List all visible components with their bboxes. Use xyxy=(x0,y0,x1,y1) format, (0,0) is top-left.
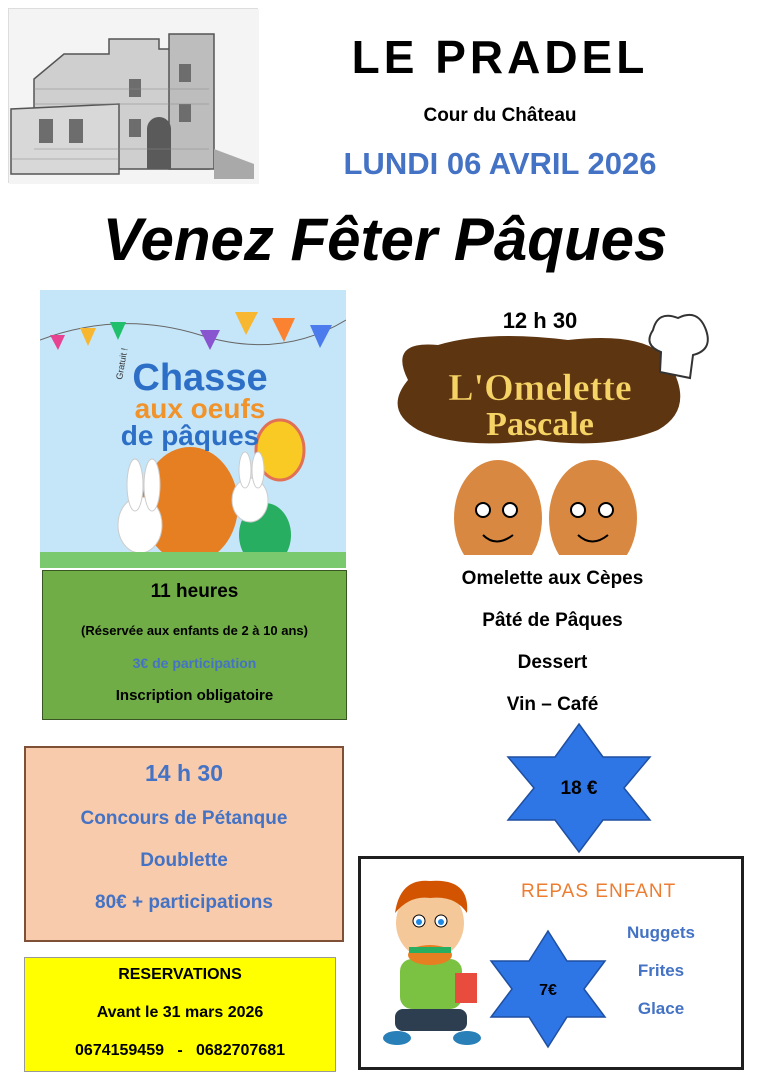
petanque-title: Concours de Pétanque xyxy=(80,808,288,829)
kids-meal-box xyxy=(358,856,744,1070)
egg-hunt-free-tag: Gratuit ! xyxy=(114,347,130,381)
petanque-time: 14 h 30 xyxy=(145,760,223,786)
egg-hunt-info-box xyxy=(42,570,347,720)
egg-hunt-age-note: (Réservée aux enfants de 2 à 10 ans) xyxy=(81,623,308,638)
petanque-prize: 80€ + participations xyxy=(95,892,273,913)
boy-eating-illustration xyxy=(375,873,495,1053)
kids-meal-title: REPAS ENFANT xyxy=(521,881,677,902)
location-subtitle: Cour du Château xyxy=(423,105,577,126)
egg-hunt-price: 3€ de participation xyxy=(132,655,257,671)
kids-price-star xyxy=(489,929,607,1049)
egg-hunt-title-line3: de pâques xyxy=(120,420,260,451)
egg-hunt-title-line1: Chasse xyxy=(132,357,268,399)
menu-item: Omelette aux Cèpes xyxy=(461,568,644,589)
menu-item: Vin – Café xyxy=(506,694,599,715)
omelette-logo-line2: Pascale xyxy=(486,406,594,443)
petanque-format: Doublette xyxy=(140,850,228,871)
omelette-logo-line1: L'Omelette xyxy=(448,367,632,409)
omelette-illustration xyxy=(368,300,718,555)
menu-item: Pâté de Pâques xyxy=(482,610,623,631)
meal-price-star xyxy=(506,722,652,854)
menu-item: Dessert xyxy=(517,652,588,673)
event-date: LUNDI 06 AVRIL 2026 xyxy=(343,146,657,181)
chateau-illustration xyxy=(8,8,258,183)
kids-meal-item: Glace xyxy=(637,999,685,1018)
egg-hunt-time: 11 heures xyxy=(150,581,239,602)
egg-hunt-registration: Inscription obligatoire xyxy=(115,687,274,704)
egg-hunt-illustration xyxy=(40,290,346,568)
omelette-drawing xyxy=(368,300,718,555)
kids-meal-item: Nuggets xyxy=(627,923,695,942)
reservations-deadline: Avant le 31 mars 2026 xyxy=(96,1004,264,1021)
omelette-time: 12 h 30 xyxy=(502,308,578,333)
chateau-drawing xyxy=(9,9,259,184)
star-icon xyxy=(506,722,652,854)
kids-meal-item: Frites xyxy=(637,961,685,980)
egg-hunt-drawing xyxy=(40,290,346,568)
meal-price: 18 € xyxy=(560,778,598,799)
reservations-title: RESERVATIONS xyxy=(118,966,242,983)
reservations-phones: 0674159459 - 0682707681 xyxy=(75,1042,285,1059)
egg-hunt-title-line2: aux oeufs xyxy=(134,393,266,424)
page-title: LE PRADEL xyxy=(351,31,649,83)
headline: Venez Fêter Pâques xyxy=(102,206,668,273)
petanque-box xyxy=(24,746,344,942)
kids-meal-price: 7€ xyxy=(539,982,557,999)
reservations-box xyxy=(24,957,336,1072)
